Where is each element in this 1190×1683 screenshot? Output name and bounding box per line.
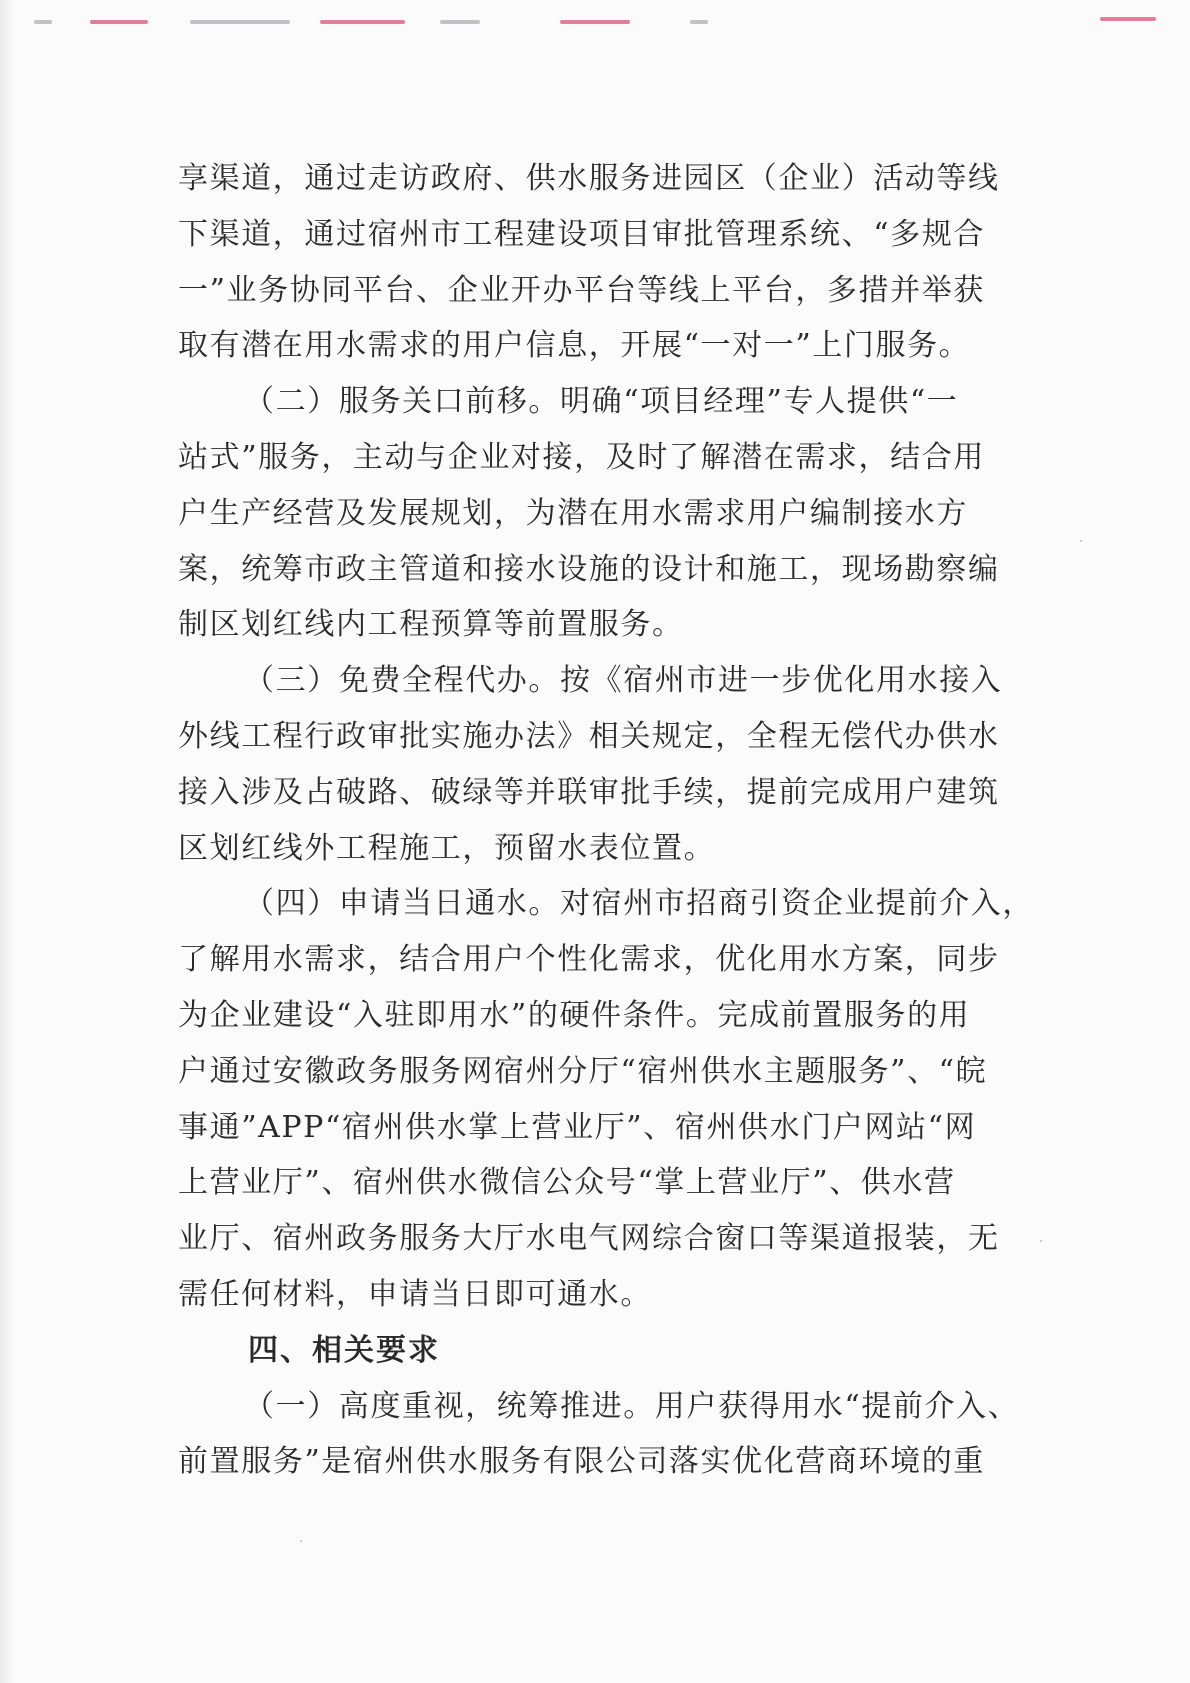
scan-edge-shadow xyxy=(0,0,14,1683)
body-line: 业厅、宿州政务服务大厅水电气网综合窗口等渠道报装，无 xyxy=(178,1221,1000,1257)
bleed-mark xyxy=(190,20,290,24)
body-line: 案，统筹市政主管道和接水设施的设计和施工，现场勘察编 xyxy=(178,551,1000,587)
body-line: 下渠道，通过宿州市工程建设项目审批管理系统、“多规合 xyxy=(178,216,985,252)
paragraph-start-line: （二）服务关口前移。明确“项目经理”专人提供“一 xyxy=(244,384,959,420)
bleed-mark xyxy=(1100,17,1156,21)
bleed-mark xyxy=(690,20,708,24)
body-line: 制区划红线内工程预算等前置服务。 xyxy=(178,607,684,643)
body-line: 前置服务”是宿州供水服务有限公司落实优化营商环境的重 xyxy=(178,1444,985,1480)
body-line: 一”业务协同平台、企业开办平台等线上平台，多措并举获 xyxy=(178,272,985,308)
body-line: 户生产经营及发展规划，为潜在用水需求用户编制接水方 xyxy=(178,495,968,531)
body-line: 户通过安徽政务服务网宿州分厅“宿州供水主题服务”、“皖 xyxy=(178,1053,988,1089)
top-bleed-through-marks xyxy=(0,0,1190,34)
section-heading: 四、相关要求 xyxy=(248,1332,440,1368)
body-line: 事通”APP“宿州供水掌上营业厅”、宿州供水门户网站“网 xyxy=(178,1109,977,1145)
paragraph-start-line: （四）申请当日通水。对宿州市招商引资企业提前介入， xyxy=(244,886,1034,922)
body-line: 接入涉及占破路、破绿等并联审批手续，提前完成用户建筑 xyxy=(178,774,1000,810)
bleed-mark xyxy=(320,20,405,24)
body-line: 区划红线外工程施工，预留水表位置。 xyxy=(178,830,716,866)
body-line: 取有潜在用水需求的用户信息，开展“一对一”上门服务。 xyxy=(178,328,971,364)
body-line: 需任何材料，申请当日即可通水。 xyxy=(178,1276,652,1312)
paragraph-start-line: （一）高度重视，统筹推进。用户获得用水“提前介入、 xyxy=(244,1388,1020,1424)
body-line: 站式”服务，主动与企业对接，及时了解潜在需求，结合用 xyxy=(178,439,985,475)
body-line: 了解用水需求，结合用户个性化需求，优化用水方案，同步 xyxy=(178,942,1000,978)
bleed-mark xyxy=(90,20,148,24)
body-line: 享渠道，通过走访政府、供水服务进园区（企业）活动等线 xyxy=(178,161,1000,196)
body-line: 为企业建设“入驻即用水”的硬件条件。完成前置服务的用 xyxy=(178,997,971,1033)
document-body xyxy=(178,151,1034,1490)
paragraph-start-line: （三）免费全程代办。按《宿州市进一步优化用水接入 xyxy=(244,663,1003,699)
body-line: 外线工程行政审批实施办法》相关规定，全程无偿代办供水 xyxy=(178,718,1000,754)
scan-speck xyxy=(1040,1240,1042,1242)
scan-speck xyxy=(300,1540,302,1542)
bleed-mark xyxy=(560,20,630,24)
body-line: 上营业厅”、宿州供水微信公众号“掌上营业厅”、供水营 xyxy=(178,1165,956,1201)
scan-speck xyxy=(1080,540,1082,542)
bleed-mark xyxy=(440,20,480,24)
bleed-mark xyxy=(34,20,52,24)
